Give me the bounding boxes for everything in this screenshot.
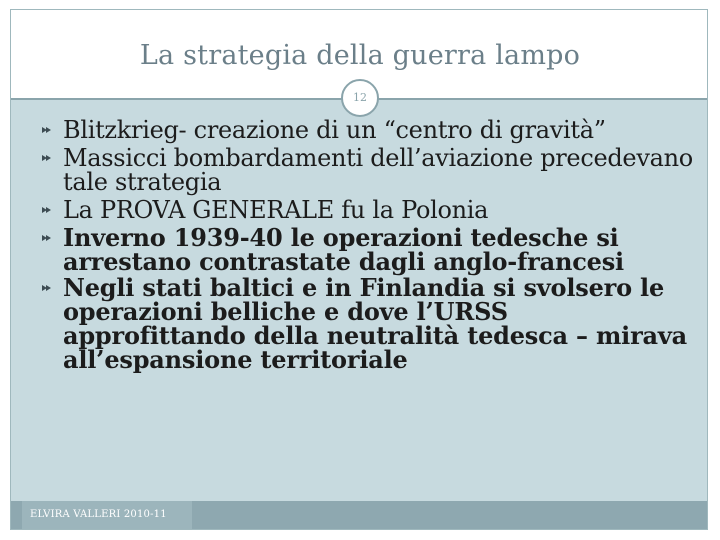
- bullet-arrow-icon: [40, 281, 54, 295]
- bullet-text-3: La PROVA GENERALE fu la Polonia: [63, 196, 489, 224]
- bullet-text-2: Massicci bombardamenti dell’aviazione precedevano tale strategia: [63, 144, 693, 196]
- bullet-item-4: [36, 223, 696, 276]
- bullet-list: [36, 118, 696, 374]
- footer-text: ELVIRA VALLERI 2010-11: [30, 509, 167, 520]
- bullet-arrow-icon: [40, 203, 54, 217]
- bullet-text-5: Negli stati baltici e in Finlandia si svolsero le operazioni belliche e dove l’URSS approfittando della neutralità tedesca – mirava all’espansione territoriale: [63, 273, 687, 374]
- bullet-item-2: [36, 146, 696, 194]
- slide-title: La strategia della guerra lampo: [139, 40, 581, 71]
- page-number-badge: 12: [341, 79, 379, 117]
- bullet-arrow-icon: [40, 123, 54, 137]
- bullet-item-1: [36, 118, 696, 142]
- bullet-arrow-icon: [40, 231, 54, 245]
- bullet-text-1: Blitzkrieg- creazione di un “centro di gravità”: [63, 116, 606, 144]
- bullet-arrow-icon: [40, 151, 54, 165]
- bullet-text-4: Inverno 1939-40 le operazioni tedesche si arrestano contrastate dagli anglo-francesi: [63, 223, 624, 276]
- bullet-item-5: [36, 273, 696, 374]
- bullet-item-3: [36, 198, 696, 222]
